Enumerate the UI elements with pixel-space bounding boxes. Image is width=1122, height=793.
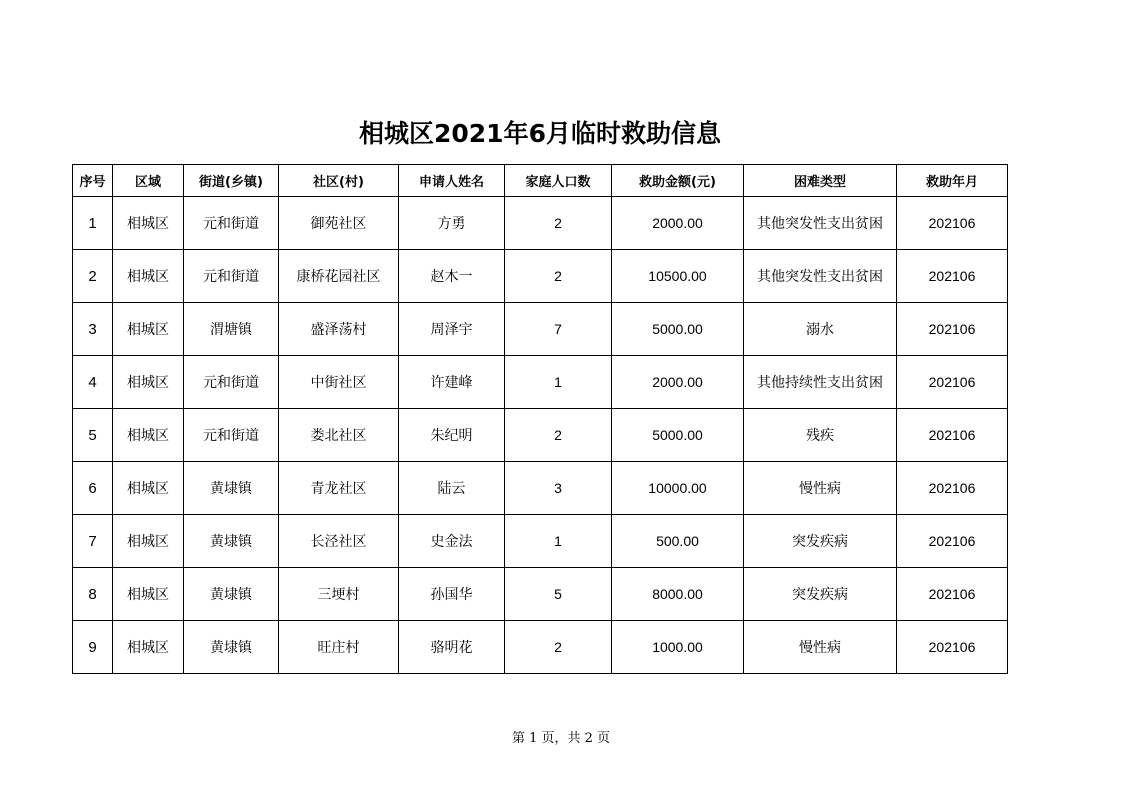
table-row <box>73 197 1008 250</box>
cell-household-size: 5 <box>505 568 612 621</box>
cell-relief-month: 202106 <box>897 197 1008 250</box>
cell-street: 元和街道 <box>184 356 279 409</box>
cell-region: 相城区 <box>113 197 184 250</box>
cell-hardship-type: 其他突发性支出贫困 <box>744 197 897 250</box>
table-row <box>73 250 1008 303</box>
cell-hardship-type: 其他突发性支出贫困 <box>744 250 897 303</box>
cell-community: 长泾社区 <box>279 515 399 568</box>
cell-community: 盛泽荡村 <box>279 303 399 356</box>
cell-amount: 5000.00 <box>612 409 744 462</box>
table-row <box>73 409 1008 462</box>
cell-street: 黄埭镇 <box>184 568 279 621</box>
cell-amount: 5000.00 <box>612 303 744 356</box>
cell-region: 相城区 <box>113 515 184 568</box>
table-row <box>73 303 1008 356</box>
cell-applicant: 许建峰 <box>399 356 505 409</box>
cell-applicant: 史金法 <box>399 515 505 568</box>
cell-street: 黄埭镇 <box>184 621 279 674</box>
cell-community: 娄北社区 <box>279 409 399 462</box>
cell-household-size: 3 <box>505 462 612 515</box>
header-hardship-type: 困难类型 <box>744 165 897 197</box>
cell-region: 相城区 <box>113 250 184 303</box>
cell-relief-month: 202106 <box>897 356 1008 409</box>
cell-index: 3 <box>73 303 113 356</box>
cell-community: 中街社区 <box>279 356 399 409</box>
cell-applicant: 赵木一 <box>399 250 505 303</box>
table-row <box>73 462 1008 515</box>
cell-street: 元和街道 <box>184 409 279 462</box>
cell-hardship-type: 慢性病 <box>744 462 897 515</box>
cell-hardship-type: 残疾 <box>744 409 897 462</box>
cell-relief-month: 202106 <box>897 515 1008 568</box>
cell-amount: 1000.00 <box>612 621 744 674</box>
table-row <box>73 356 1008 409</box>
cell-relief-month: 202106 <box>897 621 1008 674</box>
cell-hardship-type: 慢性病 <box>744 621 897 674</box>
cell-relief-month: 202106 <box>897 303 1008 356</box>
cell-household-size: 2 <box>505 409 612 462</box>
cell-hardship-type: 突发疾病 <box>744 568 897 621</box>
cell-applicant: 陆云 <box>399 462 505 515</box>
cell-applicant: 朱纪明 <box>399 409 505 462</box>
cell-index: 9 <box>73 621 113 674</box>
cell-community: 旺庄村 <box>279 621 399 674</box>
table-row <box>73 515 1008 568</box>
cell-relief-month: 202106 <box>897 250 1008 303</box>
cell-applicant: 方勇 <box>399 197 505 250</box>
header-street: 街道(乡镇) <box>184 165 279 197</box>
cell-index: 8 <box>73 568 113 621</box>
cell-amount: 2000.00 <box>612 197 744 250</box>
header-community: 社区(村) <box>279 165 399 197</box>
cell-index: 5 <box>73 409 113 462</box>
cell-region: 相城区 <box>113 462 184 515</box>
cell-community: 康桥花园社区 <box>279 250 399 303</box>
cell-street: 黄埭镇 <box>184 515 279 568</box>
cell-amount: 10500.00 <box>612 250 744 303</box>
cell-amount: 8000.00 <box>612 568 744 621</box>
cell-index: 4 <box>73 356 113 409</box>
cell-amount: 2000.00 <box>612 356 744 409</box>
cell-index: 2 <box>73 250 113 303</box>
header-relief-month: 救助年月 <box>897 165 1008 197</box>
cell-hardship-type: 突发疾病 <box>744 515 897 568</box>
cell-hardship-type: 其他持续性支出贫困 <box>744 356 897 409</box>
cell-relief-month: 202106 <box>897 462 1008 515</box>
cell-region: 相城区 <box>113 409 184 462</box>
cell-hardship-type: 溺水 <box>744 303 897 356</box>
cell-household-size: 2 <box>505 250 612 303</box>
cell-applicant: 孙国华 <box>399 568 505 621</box>
cell-region: 相城区 <box>113 303 184 356</box>
cell-index: 7 <box>73 515 113 568</box>
cell-amount: 500.00 <box>612 515 744 568</box>
table-row <box>73 621 1008 674</box>
cell-applicant: 骆明花 <box>399 621 505 674</box>
cell-street: 元和街道 <box>184 250 279 303</box>
table-header-row <box>73 165 1008 197</box>
header-index: 序号 <box>73 165 113 197</box>
cell-community: 三埂村 <box>279 568 399 621</box>
page-number: 第 1 页，共 2 页 <box>511 731 611 746</box>
cell-amount: 10000.00 <box>612 462 744 515</box>
header-region: 区域 <box>113 165 184 197</box>
cell-household-size: 1 <box>505 515 612 568</box>
cell-household-size: 1 <box>505 356 612 409</box>
cell-street: 元和街道 <box>184 197 279 250</box>
cell-community: 御苑社区 <box>279 197 399 250</box>
cell-relief-month: 202106 <box>897 568 1008 621</box>
cell-region: 相城区 <box>113 568 184 621</box>
cell-household-size: 2 <box>505 197 612 250</box>
cell-community: 青龙社区 <box>279 462 399 515</box>
header-applicant: 申请人姓名 <box>399 165 505 197</box>
cell-street: 渭塘镇 <box>184 303 279 356</box>
cell-region: 相城区 <box>113 621 184 674</box>
cell-index: 1 <box>73 197 113 250</box>
relief-table <box>72 164 1008 674</box>
cell-relief-month: 202106 <box>897 409 1008 462</box>
header-amount: 救助金额(元) <box>612 165 744 197</box>
cell-street: 黄埭镇 <box>184 462 279 515</box>
document-title: 相城区2021年6月临时救助信息 <box>359 119 721 148</box>
header-household-size: 家庭人口数 <box>505 165 612 197</box>
cell-applicant: 周泽宇 <box>399 303 505 356</box>
cell-household-size: 7 <box>505 303 612 356</box>
cell-index: 6 <box>73 462 113 515</box>
cell-household-size: 2 <box>505 621 612 674</box>
cell-region: 相城区 <box>113 356 184 409</box>
table-row <box>73 568 1008 621</box>
